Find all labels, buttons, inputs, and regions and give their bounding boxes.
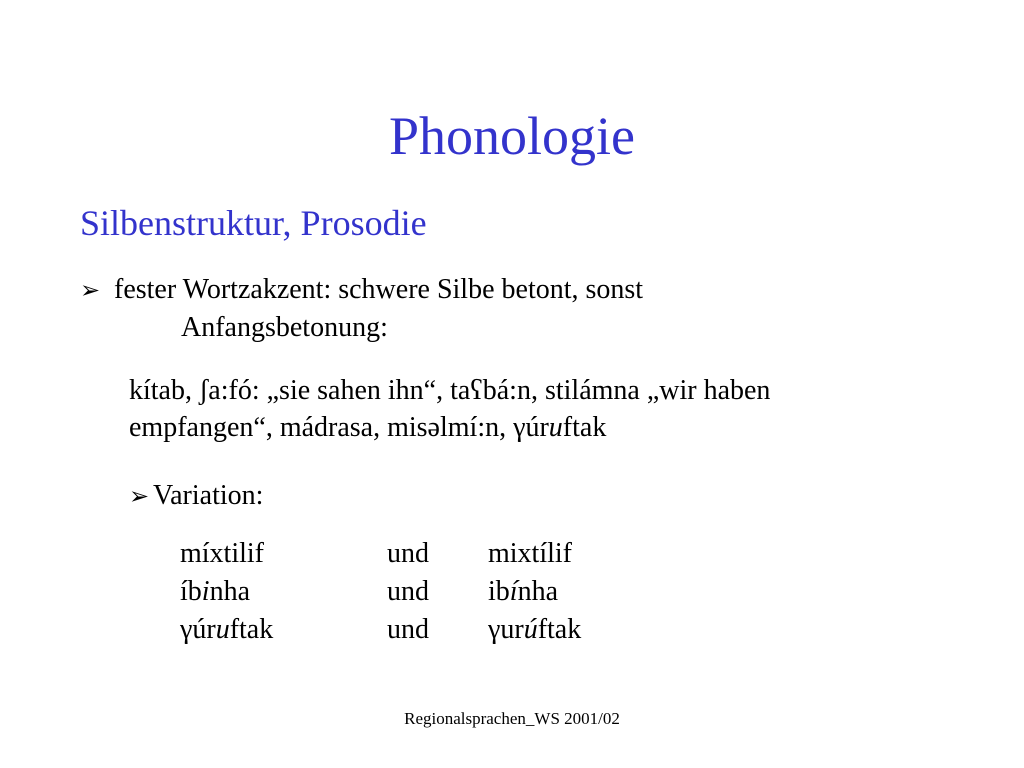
bullet-text-line-1: fester Wortzakzent: schwere Silbe betont, sonst (114, 274, 644, 305)
variant-right: ibínha (488, 576, 558, 607)
slide-footer: Regionalsprachen_WS 2001/02 (404, 709, 620, 728)
arrowhead-bullet-icon: ➢ (129, 482, 150, 510)
bullet-text-line-2: Anfangsbetonung: (181, 312, 388, 343)
variant-right: γurúftak (488, 614, 582, 645)
connector-und: und (387, 614, 429, 645)
variation-pair-row (180, 535, 688, 573)
variant-left: míxtilif (180, 538, 264, 569)
example-line-2-tail: ftak (562, 412, 607, 443)
variant-left: íbinha (180, 576, 250, 607)
arrowhead-bullet-icon: ➢ (80, 276, 101, 304)
bullet-word-stress (80, 271, 960, 346)
connector-und: und (387, 576, 429, 607)
variation-pairs (180, 535, 688, 649)
variation-pair-row (180, 611, 688, 649)
variant-right: mixtílif (488, 538, 572, 569)
example-line-2-text: empfangen“, mádrasa, misəlmí:n, γúr (129, 412, 549, 443)
connector-und: und (387, 538, 429, 569)
variation-label: Variation: (153, 480, 264, 511)
variant-left: γúruftak (180, 614, 274, 645)
bullet-line-1 (80, 271, 960, 309)
variation-pair-row (180, 573, 688, 611)
example-line-1: kítab, ʃa:fó: „sie sahen ihn“, taʕbá:n, stilámna „wir haben (129, 375, 771, 406)
example-words (129, 372, 949, 446)
example-line-2-italic: u (548, 412, 563, 443)
bullet-variation (129, 477, 263, 515)
example-line-2 (129, 409, 949, 446)
slide-title: Phonologie (388, 106, 635, 166)
slide-subtitle: Silbenstruktur, Prosodie (80, 203, 427, 243)
